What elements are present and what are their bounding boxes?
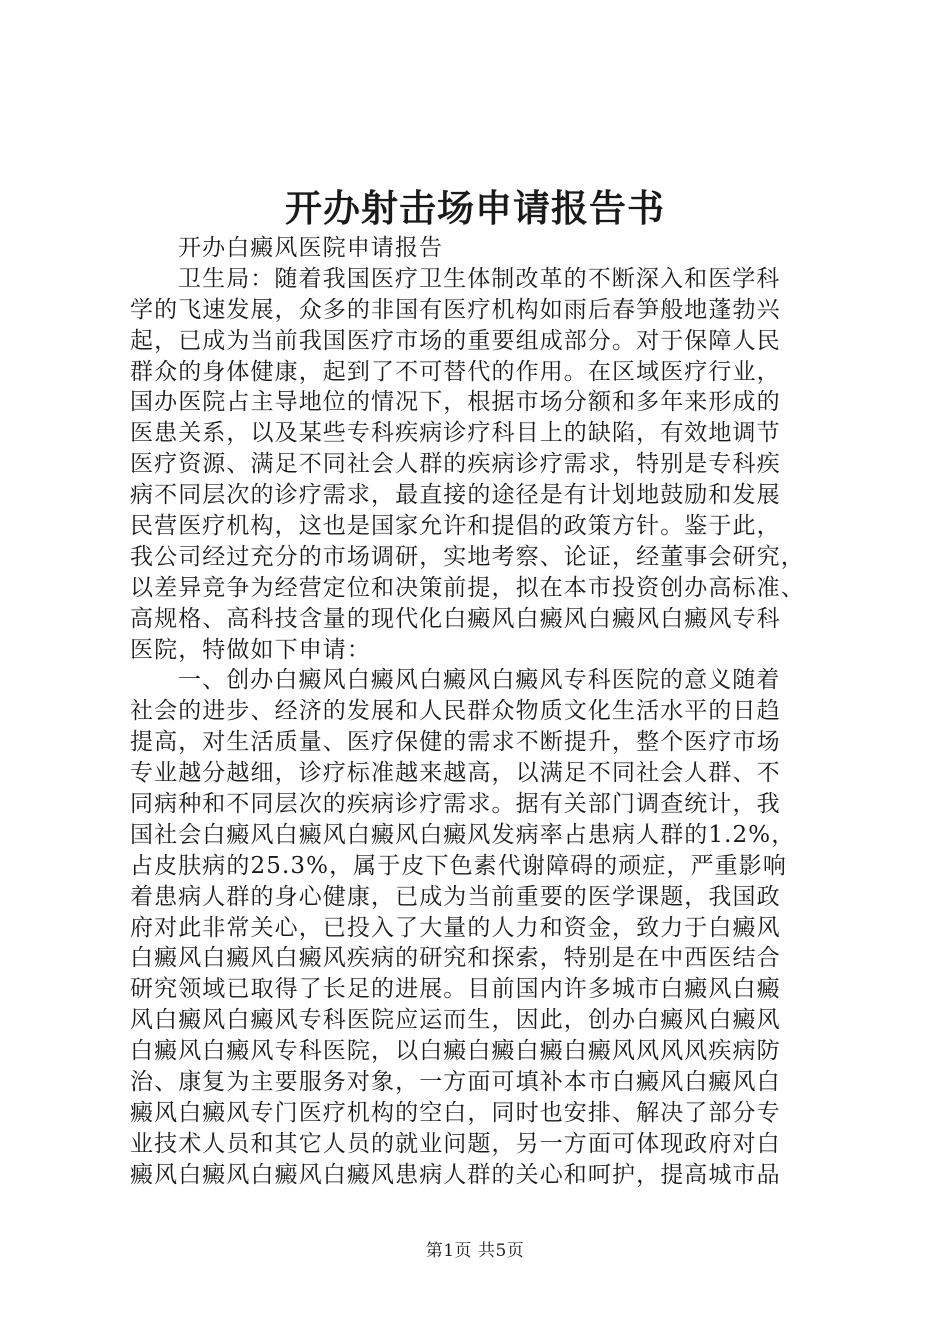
body-line: 府对此非常关心，已投入了大量的人力和资金，致力于白癜风	[130, 914, 781, 941]
body-line: 研究领域已取得了长足的进展。目前国内许多城市白癜风白癜	[130, 976, 781, 1003]
body-line: 白癜风白癜风白癜风疾病的研究和探索，特别是在中西医结合	[130, 945, 781, 972]
body-line: 风白癜风白癜风专科医院应运而生，因此，创办白癜风白癜风	[130, 1007, 781, 1034]
body-line: 群众的身体健康，起到了不可替代的作用。在区域医疗行业，	[130, 358, 781, 385]
body-line: 开办白癜风医院申请报告	[178, 235, 444, 261]
body-line: 业技术人员和其它人员的就业问题，另一方面可体现政府对白	[130, 1130, 781, 1157]
body-line: 专业越分越细，诊疗标准越来越高，以满足不同社会人群、不	[130, 760, 781, 787]
document-body	[130, 233, 850, 1191]
body-line: 治、康复为主要服务对象，一方面可填补本市白癜风白癜风白	[130, 1069, 781, 1096]
body-line: 以差异竞争为经营定位和决策前提，拟在本市投资创办高标准、	[130, 574, 805, 601]
body-line: 起，已成为当前我国医疗市场的重要组成部分。对于保障人民	[130, 327, 781, 354]
body-line: 医患关系，以及某些专科疾病诊疗科目上的缺陷，有效地调节	[130, 420, 781, 447]
document-title: 开办射击场申请报告书	[285, 186, 665, 230]
body-line: 高规格、高科技含量的现代化白癜风白癜风白癜风白癜风专科	[130, 605, 781, 632]
body-line: 着患病人群的身心健康，已成为当前重要的医学课题，我国政	[130, 883, 781, 910]
body-line: 癜风白癜风专门医疗机构的空白，同时也安排、解决了部分专	[130, 1099, 781, 1126]
body-line: 医院，特做如下申请：	[130, 636, 371, 663]
body-line: 病不同层次的诊疗需求，最直接的途径是有计划地鼓励和发展	[130, 482, 781, 509]
body-line: 民营医疗机构，这也是国家允许和提倡的政策方针。鉴于此，	[130, 513, 781, 540]
body-line: 同病种和不同层次的疾病诊疗需求。据有关部门调查统计，我	[130, 791, 781, 818]
body-line: 卫生局：随着我国医疗卫生体制改革的不断深入和医学科	[178, 265, 781, 292]
body-line: 我公司经过充分的市场调研，实地考察、论证，经董事会研究，	[130, 543, 805, 570]
body-line: 社会的进步、经济的发展和人民群众物质文化生活水平的日趋	[130, 698, 781, 725]
body-line: 国办医院占主导地位的情况下，根据市场分额和多年来形成的	[130, 389, 781, 416]
body-line: 医疗资源、满足不同社会人群的疾病诊疗需求，特别是专科疾	[130, 451, 781, 478]
body-line: 学的飞速发展，众多的非国有医疗机构如雨后春笋般地蓬勃兴	[130, 296, 781, 323]
body-line: 一、创办白癜风白癜风白癜风白癜风专科医院的意义随着	[178, 667, 781, 694]
body-line: 提高，对生活质量、医疗保健的需求不断提升，整个医疗市场	[130, 729, 781, 756]
page-number-footer: 第1页 共5页	[425, 1241, 525, 1261]
body-line: 占皮肤病的25.3%，属于皮下色素代谢障碍的顽症，严重影响	[130, 852, 787, 879]
body-line: 白癜风白癜风专科医院，以白癜白癜白癜白癜风风风风疾病防	[130, 1038, 781, 1065]
body-line: 癜风白癜风白癜风白癜风患病人群的关心和呵护，提高城市品	[130, 1161, 781, 1188]
body-line: 国社会白癜风白癜风白癜风白癜风发病率占患病人群的1.2%，	[130, 821, 796, 848]
